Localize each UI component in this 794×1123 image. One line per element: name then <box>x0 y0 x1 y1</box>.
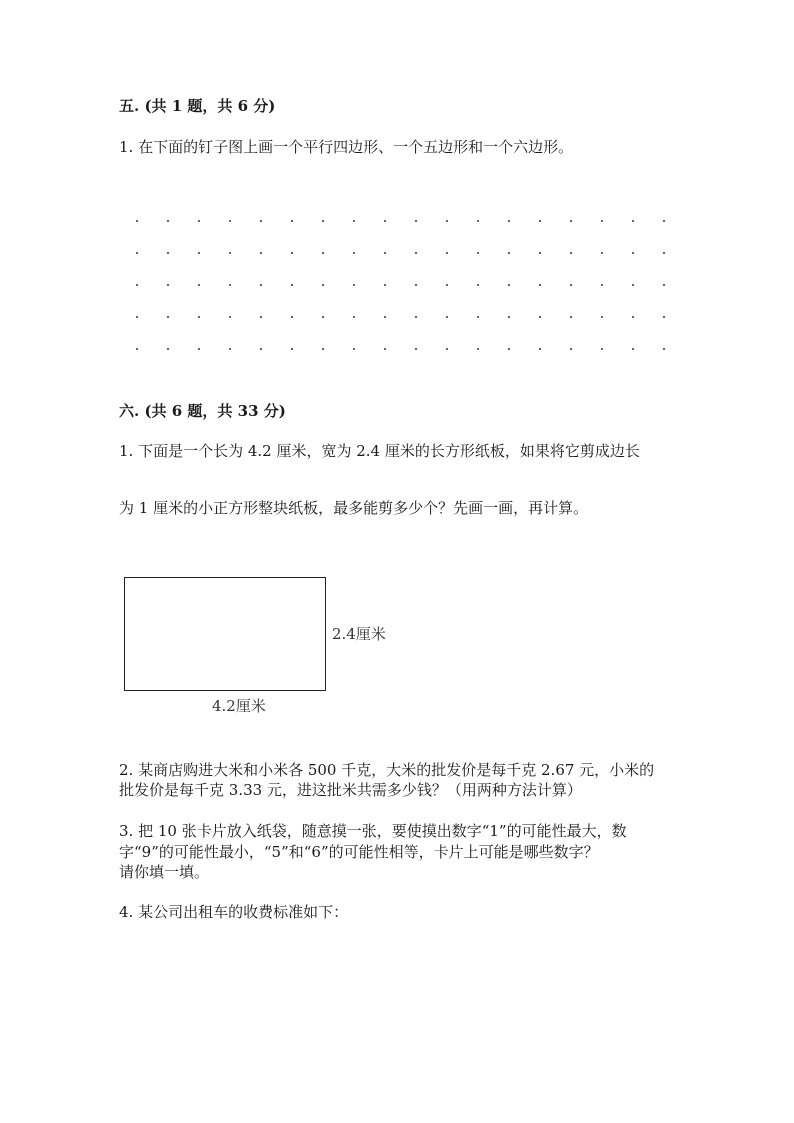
nail-dot <box>198 252 200 254</box>
nail-dot <box>570 348 572 350</box>
section-6-question-4: 4. 某公司出租车的收费标准如下： <box>119 903 349 921</box>
nail-dot <box>446 220 448 222</box>
nail-dot <box>632 284 634 286</box>
nail-dot <box>291 220 293 222</box>
nail-dot <box>353 284 355 286</box>
nail-dot <box>198 284 200 286</box>
nail-dot <box>446 348 448 350</box>
nail-dot <box>632 252 634 254</box>
nail-dot <box>601 252 603 254</box>
nail-dot <box>322 252 324 254</box>
nail-dot <box>260 316 262 318</box>
nail-dot <box>663 284 665 286</box>
nail-dot <box>260 252 262 254</box>
nail-dot <box>570 284 572 286</box>
section-6-question-3-line-2: 字“9”的可能性最小，“5”和“6”的可能性相等，卡片上可能是哪些数字？ <box>119 843 599 861</box>
nail-dot <box>477 316 479 318</box>
nail-dot <box>663 252 665 254</box>
nail-dot <box>415 220 417 222</box>
nail-dot <box>415 348 417 350</box>
section-5-question-1: 1. 在下面的钉子图上画一个平行四边形、一个五边形和一个六边形。 <box>119 138 574 156</box>
nail-dot <box>229 220 231 222</box>
nail-dot <box>291 252 293 254</box>
nail-dot <box>384 252 386 254</box>
nail-dot <box>384 220 386 222</box>
nail-dot <box>353 252 355 254</box>
nail-dot <box>136 220 138 222</box>
nail-dot <box>570 220 572 222</box>
nail-dot <box>539 220 541 222</box>
nail-dot <box>663 348 665 350</box>
nail-dot <box>260 348 262 350</box>
nail-dot <box>260 220 262 222</box>
section-5-heading: 五. (共 1 题，共 6 分) <box>119 97 276 115</box>
section-6-question-1-line-1: 1. 下面是一个长为 4.2 厘米，宽为 2.4 厘米的长方形纸板，如果将它剪成边长 <box>119 442 640 460</box>
nail-dot <box>136 316 138 318</box>
nail-dot <box>167 252 169 254</box>
nail-dot <box>229 284 231 286</box>
nail-dot <box>136 252 138 254</box>
section-6-question-3-line-1: 3. 把 10 张卡片放入纸袋，随意摸一张，要使摸出数字“1”的可能性最大，数 <box>119 822 627 840</box>
nail-dot <box>570 252 572 254</box>
nail-dot <box>539 348 541 350</box>
nail-dot <box>601 220 603 222</box>
nail-dot <box>446 284 448 286</box>
nail-dot <box>291 316 293 318</box>
rectangle-height-label: 2.4厘米 <box>332 625 386 643</box>
nail-dot <box>291 348 293 350</box>
nail-dot <box>415 252 417 254</box>
nail-dot <box>384 348 386 350</box>
nail-dot <box>291 284 293 286</box>
nail-dot <box>508 220 510 222</box>
nail-dot <box>322 316 324 318</box>
nail-dot <box>229 316 231 318</box>
nail-dot <box>477 284 479 286</box>
nail-dot <box>384 316 386 318</box>
nail-dot <box>601 284 603 286</box>
nail-dot <box>477 252 479 254</box>
nail-dot <box>508 348 510 350</box>
nail-dot <box>539 316 541 318</box>
nail-dot <box>601 316 603 318</box>
nail-dot <box>446 252 448 254</box>
nail-dot <box>198 316 200 318</box>
nail-dot <box>167 316 169 318</box>
nail-board-dot-grid <box>130 213 670 363</box>
cardboard-rectangle <box>124 577 326 691</box>
nail-dot <box>136 284 138 286</box>
nail-dot <box>384 284 386 286</box>
nail-dot <box>167 348 169 350</box>
nail-dot <box>415 284 417 286</box>
nail-dot <box>477 220 479 222</box>
nail-dot <box>353 220 355 222</box>
nail-dot <box>353 348 355 350</box>
nail-dot <box>353 316 355 318</box>
nail-dot <box>632 316 634 318</box>
nail-dot <box>508 316 510 318</box>
nail-dot <box>663 316 665 318</box>
nail-dot <box>539 252 541 254</box>
nail-dot <box>322 284 324 286</box>
nail-dot <box>322 348 324 350</box>
nail-dot <box>229 348 231 350</box>
rectangle-width-label: 4.2厘米 <box>212 697 266 715</box>
nail-dot <box>632 348 634 350</box>
nail-dot <box>198 220 200 222</box>
section-6-question-2-line-1: 2. 某商店购进大米和小米各 500 千克，大米的批发价是每千克 2.67 元，小米的 <box>119 761 655 779</box>
nail-dot <box>477 348 479 350</box>
nail-dot <box>601 348 603 350</box>
nail-dot <box>167 284 169 286</box>
nail-dot <box>632 220 634 222</box>
section-6-question-1-line-2: 为 1 厘米的小正方形整块纸板，最多能剪多少个？先画一画，再计算。 <box>119 499 589 517</box>
nail-dot <box>136 348 138 350</box>
nail-dot <box>167 220 169 222</box>
nail-dot <box>322 220 324 222</box>
section-6-question-2-line-2: 批发价是每千克 3.33 元，进这批米共需多少钱？（用两种方法计算） <box>119 781 582 799</box>
nail-dot <box>446 316 448 318</box>
nail-dot <box>198 348 200 350</box>
nail-dot <box>415 316 417 318</box>
nail-dot <box>570 316 572 318</box>
nail-dot <box>229 252 231 254</box>
section-6-question-3-line-3: 请你填一填。 <box>119 863 210 881</box>
nail-dot <box>508 284 510 286</box>
nail-dot <box>260 284 262 286</box>
nail-dot <box>539 284 541 286</box>
nail-dot <box>663 220 665 222</box>
nail-dot <box>508 252 510 254</box>
section-6-heading: 六. (共 6 题，共 33 分) <box>119 402 286 420</box>
